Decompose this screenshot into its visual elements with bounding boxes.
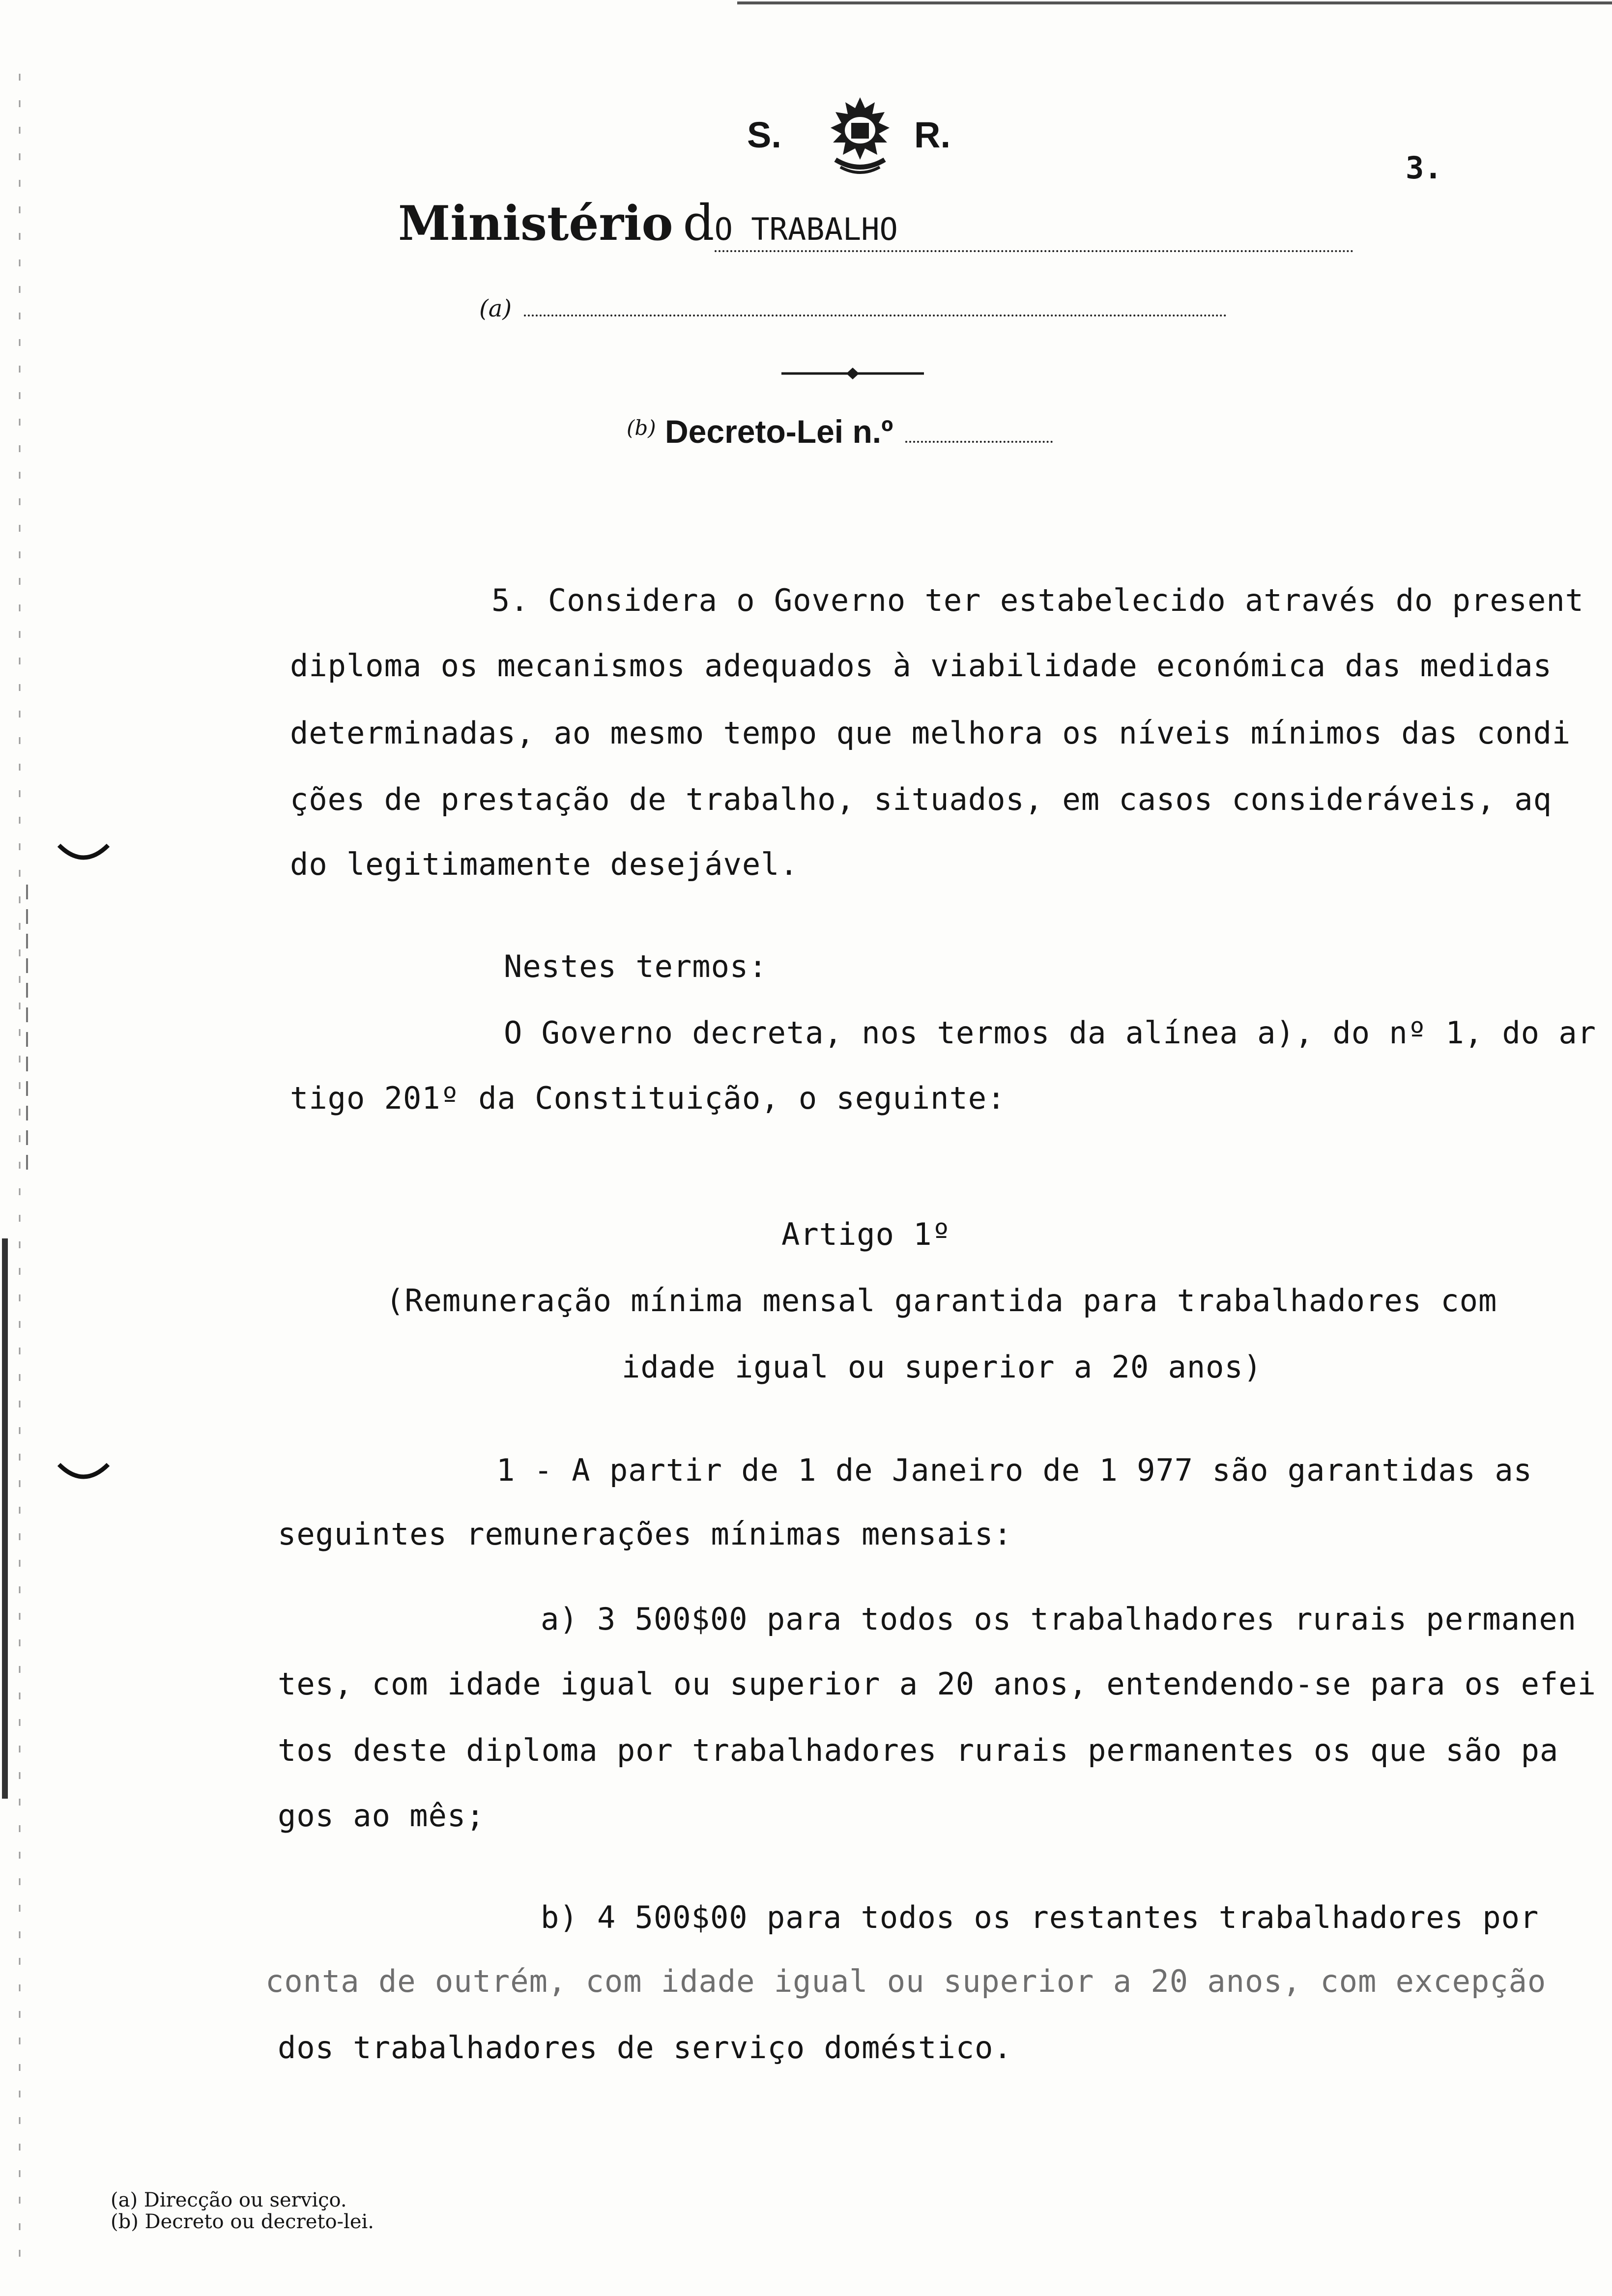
article-subtitle-line: idade igual ou superior a 20 anos) xyxy=(622,1349,1263,1385)
coat-of-arms-icon xyxy=(816,93,904,177)
item-a-line: gos ao mês; xyxy=(278,1798,485,1834)
paragraph-5-line: 5. Considera o Governo ter estabelecido através do present xyxy=(491,582,1584,618)
decree-number-line xyxy=(627,413,1053,450)
decree-preamble-line: tigo 201º da Constituição, o seguinte: xyxy=(290,1080,1006,1116)
direction-line xyxy=(479,295,1227,322)
article-title: Artigo 1º xyxy=(781,1216,951,1252)
nestes-termos: Nestes termos: xyxy=(504,948,768,984)
divider-ornament-icon xyxy=(781,366,924,381)
b-marker: (b) xyxy=(627,416,656,440)
paragraph-5-line: ções de prestação de trabalho, situados, em casos consideráveis, aq xyxy=(290,781,1552,817)
footnote-a: (a) Direcção ou serviço. xyxy=(111,2189,347,2211)
item-a-line: tes, com idade igual ou superior a 20 anos, entendendo-se para os efei xyxy=(278,1666,1596,1702)
decree-preamble-line: O Governo decreta, nos termos da alínea a), do nº 1, do ar xyxy=(504,1015,1596,1051)
scan-top-edge-artifact xyxy=(737,0,1612,10)
decree-label: Decreto-Lei n.º xyxy=(665,413,893,450)
punch-hole-mark-icon xyxy=(54,835,113,875)
seal-right-letter: R. xyxy=(914,115,950,155)
page-number: 3. xyxy=(1406,150,1442,186)
paragraph-5-line: diploma os mecanismos adequados à viabilidade económica das medidas xyxy=(290,648,1552,684)
item-b-line: b) 4 500$00 para todos os restantes trabalhadores por xyxy=(541,1899,1539,1935)
decree-number-blank xyxy=(905,416,1053,443)
item-a-line: a) 3 500$00 para todos os trabalhadores rurais permanen xyxy=(541,1601,1577,1637)
scan-edge-artifact xyxy=(0,0,39,2296)
article-subtitle-line: (Remuneração mínima mensal garantida para trabalhadores com xyxy=(386,1283,1497,1319)
item-b-line: dos trabalhadores de serviço doméstico. xyxy=(278,2030,1012,2066)
item-a-line: tos deste diploma por trabalhadores rurais permanentes os que são pa xyxy=(278,1732,1559,1768)
footnote-b: (b) Decreto ou decreto-lei. xyxy=(111,2210,374,2233)
item-b-line: conta de outrém, com idade igual ou superior a 20 anos, com excepção xyxy=(265,1963,1547,1999)
clause-1-line: 1 - A partir de 1 de Janeiro de 1 977 são garantidas as xyxy=(496,1452,1532,1488)
ministry-value: O TRABALHO xyxy=(715,211,1353,252)
ministry-label: Ministério xyxy=(398,196,673,251)
paragraph-5-line: do legitimamente desejável. xyxy=(290,846,799,882)
header-seal xyxy=(737,93,993,187)
seal-left-letter: S. xyxy=(747,115,781,155)
clause-1-line: seguintes remunerações mínimas mensais: xyxy=(278,1516,1012,1552)
footnotes xyxy=(111,2189,374,2233)
paragraph-5-line: determinadas, ao mesmo tempo que melhora os níveis mínimos das condi xyxy=(290,715,1571,751)
direction-blank xyxy=(524,295,1227,316)
ministry-d: d xyxy=(683,194,715,252)
a-marker: (a) xyxy=(479,295,512,322)
punch-hole-mark-icon xyxy=(54,1455,113,1494)
ministry-line xyxy=(398,194,1353,252)
